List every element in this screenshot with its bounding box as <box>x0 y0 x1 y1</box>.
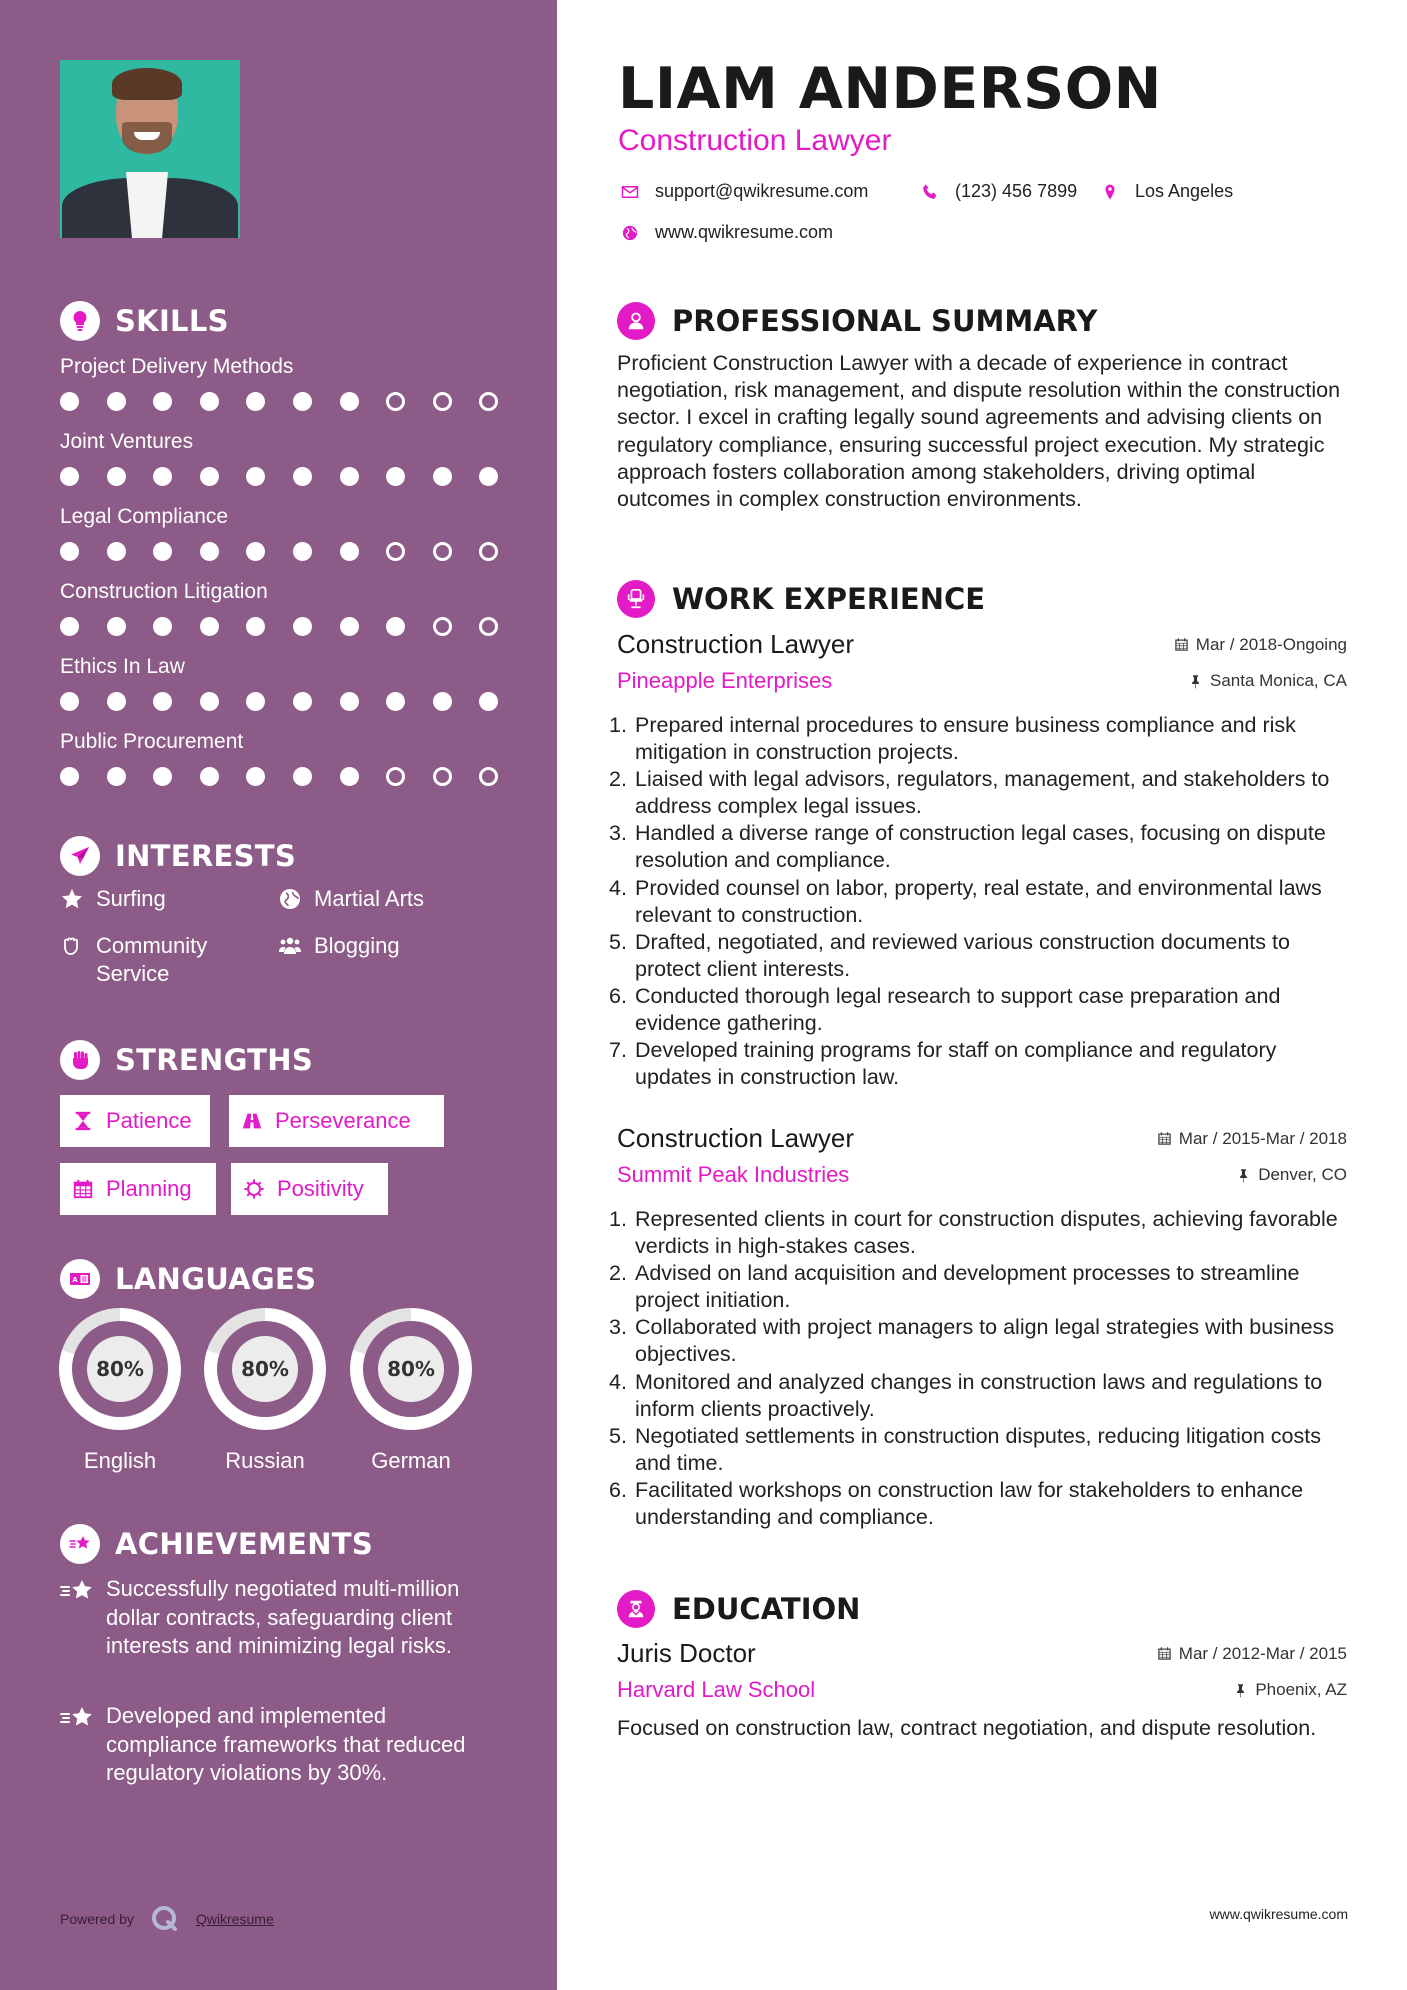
job-bullet: 3. Handled a diverse range of construction legal cases, focusing on dispute resolution and compliance. <box>609 821 1326 873</box>
rating-dot-filled <box>246 392 265 411</box>
language-item <box>350 1308 472 1474</box>
rating-dot-filled <box>60 692 79 711</box>
strength-badge <box>60 1095 210 1147</box>
rating-dot-empty <box>433 617 452 636</box>
strengths-header <box>60 1040 313 1080</box>
rating-dot-filled <box>107 392 126 411</box>
job-bullet: 4. Monitored and analyzed changes in construction laws and regulations to inform clients proactively. <box>609 1369 1323 1421</box>
translate-icon <box>60 1259 100 1299</box>
rating-dot-filled <box>293 692 312 711</box>
strength-badge <box>229 1095 444 1147</box>
languages-header <box>60 1259 316 1299</box>
achievement-text: Successfully negotiated multi-million dollar contracts, safeguarding client interests and minimizing legal risks. <box>106 1576 460 1658</box>
rating-dot-filled <box>200 392 219 411</box>
rating-dot-filled <box>200 767 219 786</box>
rating-dot-filled <box>153 392 172 411</box>
sun-icon <box>243 1178 265 1200</box>
education-entry <box>617 1638 1347 1742</box>
achievement-item <box>60 1575 500 1661</box>
job-entry <box>609 629 1347 1091</box>
skill-rating <box>60 692 520 711</box>
qwikresume-link[interactable]: Qwikresume <box>195 1911 274 1927</box>
achievements-title: ACHIEVEMENTS <box>115 1527 374 1561</box>
rating-dot-filled <box>340 542 359 561</box>
job-bullet: 2. Liaised with legal advisors, regulators, management, and stakeholders to address complex legal issues. <box>609 767 1330 819</box>
skill-item <box>60 427 520 486</box>
star-icon <box>60 887 84 911</box>
rating-dot-filled <box>153 692 172 711</box>
job-bullet: 6. Facilitated workshops on construction law for stakeholders to enhance understanding and compliance. <box>609 1477 1304 1530</box>
job-location: Denver, CO <box>1236 1165 1347 1185</box>
skill-rating <box>60 467 520 486</box>
skill-name: Ethics In Law <box>60 655 185 678</box>
rating-dot-empty <box>433 542 452 561</box>
job-bullet: 7. Developed training programs for staff on compliance and regulatory updates in construction law. <box>609 1038 1277 1090</box>
rating-dot-filled <box>107 692 126 711</box>
rating-dot-filled <box>107 467 126 486</box>
language-name: German <box>371 1448 451 1473</box>
interest-label: Blogging <box>314 933 400 958</box>
profile-photo <box>60 60 240 238</box>
candidate-name: LIAM ANDERSON <box>618 56 1162 122</box>
hand-icon <box>60 934 84 958</box>
education-title: EDUCATION <box>672 1592 861 1626</box>
rating-dot-filled <box>153 617 172 636</box>
paper-plane-icon <box>60 836 100 876</box>
skill-item <box>60 577 520 636</box>
interest-item <box>278 885 424 913</box>
road-icon <box>241 1110 263 1132</box>
rating-dot-filled <box>340 767 359 786</box>
email-value: support@qwikresume.com <box>655 181 869 201</box>
rating-dot-empty <box>479 392 498 411</box>
job-bullet: 3. Collaborated with project managers to align legal strategies with business objectives. <box>609 1315 1335 1367</box>
interest-label: Community Service <box>96 933 208 986</box>
school: Harvard Law School <box>617 1677 816 1702</box>
skill-rating <box>60 767 520 786</box>
rating-dot-empty <box>386 392 405 411</box>
powered-by <box>60 1904 274 1934</box>
strength-badge <box>231 1163 388 1215</box>
job-dates: Mar / 2015-Mar / 2018 <box>1157 1129 1347 1149</box>
rating-dot-filled <box>433 692 452 711</box>
phone-icon <box>921 183 939 201</box>
rating-dot-filled <box>386 467 405 486</box>
rating-dot-filled <box>293 467 312 486</box>
achievement-item <box>60 1702 500 1788</box>
job-entry <box>609 1123 1347 1531</box>
rating-dot-filled <box>293 542 312 561</box>
interest-label: Martial Arts <box>314 886 425 911</box>
rating-dot-filled <box>293 617 312 636</box>
pushpin-icon <box>1236 1168 1251 1183</box>
rating-dot-filled <box>60 617 79 636</box>
rating-dot-empty <box>386 767 405 786</box>
rating-dot-filled <box>60 392 79 411</box>
language-percent: 80% <box>232 1336 298 1402</box>
language-progress-ring <box>59 1308 181 1430</box>
rating-dot-empty <box>433 392 452 411</box>
rating-dot-filled <box>246 617 265 636</box>
skill-item <box>60 352 520 411</box>
job-location: Santa Monica, CA <box>1188 671 1347 691</box>
rating-dot-filled <box>340 692 359 711</box>
qwikresume-logo-icon <box>150 1904 180 1934</box>
skill-item <box>60 727 520 786</box>
job-bullets <box>609 712 1347 1091</box>
rating-dot-filled <box>200 542 219 561</box>
rating-dot-filled <box>386 617 405 636</box>
language-item <box>59 1308 181 1474</box>
skill-rating <box>60 392 520 411</box>
interests-header <box>60 836 296 876</box>
language-name: English <box>83 1448 157 1473</box>
rating-dot-filled <box>153 467 172 486</box>
rating-dot-filled <box>340 617 359 636</box>
rating-dot-filled <box>479 692 498 711</box>
language-progress-ring <box>350 1308 472 1430</box>
rating-dot-empty <box>386 542 405 561</box>
job-company: Pineapple Enterprises <box>617 668 833 693</box>
skill-name: Legal Compliance <box>60 505 229 528</box>
rating-dot-filled <box>153 767 172 786</box>
contact-email[interactable] <box>621 181 868 202</box>
job-company: Summit Peak Industries <box>617 1162 850 1187</box>
interest-label: Surfing <box>96 886 166 911</box>
rating-dot-filled <box>386 692 405 711</box>
education-dates: Mar / 2012-Mar / 2015 <box>1157 1644 1347 1664</box>
skill-name: Construction Litigation <box>60 580 268 603</box>
rating-dot-filled <box>340 467 359 486</box>
language-percent: 80% <box>87 1336 153 1402</box>
calendar-icon <box>72 1178 94 1200</box>
user-icon <box>617 302 655 340</box>
strength-label: Planning <box>106 1176 192 1201</box>
skill-item <box>60 502 520 561</box>
language-name: Russian <box>225 1448 305 1473</box>
strength-badge <box>60 1163 216 1215</box>
pushpin-icon <box>1188 674 1203 689</box>
rating-dot-filled <box>200 692 219 711</box>
rating-dot-filled <box>200 617 219 636</box>
job-bullet: 5. Negotiated settlements in construction disputes, reducing litigation costs and time. <box>609 1423 1321 1475</box>
education-header <box>617 1590 860 1628</box>
rating-dot-filled <box>107 542 126 561</box>
rating-dot-filled <box>340 392 359 411</box>
fist-icon <box>60 1040 100 1080</box>
skill-name: Public Procurement <box>60 730 244 753</box>
location-value: Los Angeles <box>1135 181 1234 201</box>
experience-title: WORK EXPERIENCE <box>672 582 986 616</box>
skill-name: Joint Ventures <box>60 430 194 453</box>
strength-label: Positivity <box>277 1176 364 1201</box>
skills-title: SKILLS <box>115 304 229 338</box>
rating-dot-filled <box>246 542 265 561</box>
rating-dot-filled <box>60 767 79 786</box>
rating-dot-filled <box>107 617 126 636</box>
shooting-star-icon <box>60 1524 100 1564</box>
globe-icon <box>621 224 639 242</box>
shooting-star-icon <box>60 1704 94 1734</box>
powered-by-label: Powered by <box>60 1911 134 1927</box>
language-item <box>204 1308 326 1474</box>
languages-title: LANGUAGES <box>115 1262 317 1296</box>
job-bullets <box>609 1206 1347 1531</box>
experience-header <box>617 580 985 618</box>
skills-header <box>60 301 229 341</box>
rating-dot-filled <box>60 542 79 561</box>
lightbulb-icon <box>60 301 100 341</box>
rating-dot-filled <box>200 467 219 486</box>
contact-website[interactable] <box>621 222 833 243</box>
rating-dot-empty <box>479 617 498 636</box>
phone-value: (123) 456 7899 <box>955 181 1078 201</box>
calendar-icon <box>1157 1131 1172 1146</box>
job-bullet: 2. Advised on land acquisition and development processes to streamline project initiation. <box>609 1261 1300 1313</box>
map-pin-icon <box>1101 183 1119 201</box>
rating-dot-filled <box>246 767 265 786</box>
website-value: www.qwikresume.com <box>655 222 834 242</box>
job-bullet: 1. Represented clients in court for construction disputes, achieving favorable verdicts in high-stakes cases. <box>609 1207 1338 1259</box>
job-bullet: 4. Provided counsel on labor, property, real estate, and environmental laws relevant to construction. <box>609 875 1322 927</box>
job-bullet: 6. Conducted thorough legal research to support case preparation and evidence gathering. <box>609 983 1281 1036</box>
interest-item <box>60 885 166 913</box>
education-description: Focused on construction law, contract negotiation, and dispute resolution. <box>617 1716 1317 1740</box>
rating-dot-empty <box>433 767 452 786</box>
rating-dot-filled <box>60 467 79 486</box>
interest-item <box>60 932 207 988</box>
summary-header <box>617 302 1097 340</box>
candidate-role: Construction Lawyer <box>618 124 892 157</box>
job-bullet: 1. Prepared internal procedures to ensure business compliance and risk mitigation in construction projects. <box>609 713 1296 765</box>
rating-dot-filled <box>433 467 452 486</box>
interest-item <box>278 932 400 960</box>
rating-dot-filled <box>246 692 265 711</box>
job-bullet: 5. Drafted, negotiated, and reviewed various construction documents to protect client interests. <box>609 929 1290 981</box>
footer-website[interactable]: www.qwikresume.com <box>1209 1906 1348 1922</box>
rating-dot-filled <box>246 467 265 486</box>
strength-label: Perseverance <box>275 1108 411 1133</box>
office-chair-icon <box>617 580 655 618</box>
job-title: Construction Lawyer <box>617 1123 854 1153</box>
rating-dot-filled <box>479 467 498 486</box>
skill-name: Project Delivery Methods <box>60 355 294 378</box>
svg-text:A: A <box>72 1276 78 1285</box>
graduate-icon <box>617 1590 655 1628</box>
globe-icon <box>278 887 302 911</box>
skill-rating <box>60 617 520 636</box>
users-icon <box>278 934 302 958</box>
rating-dot-filled <box>153 542 172 561</box>
pushpin-icon <box>1233 1683 1248 1698</box>
calendar-icon <box>1157 1646 1172 1661</box>
education-location: Phoenix, AZ <box>1233 1680 1347 1700</box>
rating-dot-filled <box>107 767 126 786</box>
calendar-icon <box>1174 637 1189 652</box>
sidebar <box>0 0 557 1990</box>
strengths-title: STRENGTHS <box>115 1043 314 1077</box>
summary-text: Proficient Construction Lawyer with a decade of experience in contract negotiation, risk management, and dispute resolution within the construction sector. I excel in crafting legally sound agreements and advising clients on regulatory compliance, ensuring successful project execution. My strategic approach fosters collaboration among stakeholders, driving optimal outcomes in complex construction environments. <box>617 351 1341 512</box>
rating-dot-empty <box>479 767 498 786</box>
language-percent: 80% <box>378 1336 444 1402</box>
skill-rating <box>60 542 520 561</box>
rating-dot-empty <box>479 542 498 561</box>
shooting-star-icon <box>60 1577 94 1607</box>
skill-item <box>60 652 520 711</box>
summary-title: PROFESSIONAL SUMMARY <box>672 304 1098 338</box>
rating-dot-filled <box>293 392 312 411</box>
job-title: Construction Lawyer <box>617 629 854 659</box>
contact-phone[interactable] <box>921 181 1077 202</box>
job-dates: Mar / 2018-Ongoing <box>1174 635 1347 655</box>
contact-location <box>1101 181 1233 202</box>
rating-dot-filled <box>293 767 312 786</box>
strength-label: Patience <box>106 1108 192 1133</box>
achievements-header <box>60 1524 373 1564</box>
language-progress-ring <box>204 1308 326 1430</box>
degree: Juris Doctor <box>617 1638 756 1668</box>
main-content <box>557 0 1407 1990</box>
interests-title: INTERESTS <box>115 839 297 873</box>
envelope-icon <box>621 183 639 201</box>
hourglass-icon <box>72 1110 94 1132</box>
achievement-text: Developed and implemented compliance frameworks that reduced regulatory violations by 30%. <box>106 1703 466 1785</box>
